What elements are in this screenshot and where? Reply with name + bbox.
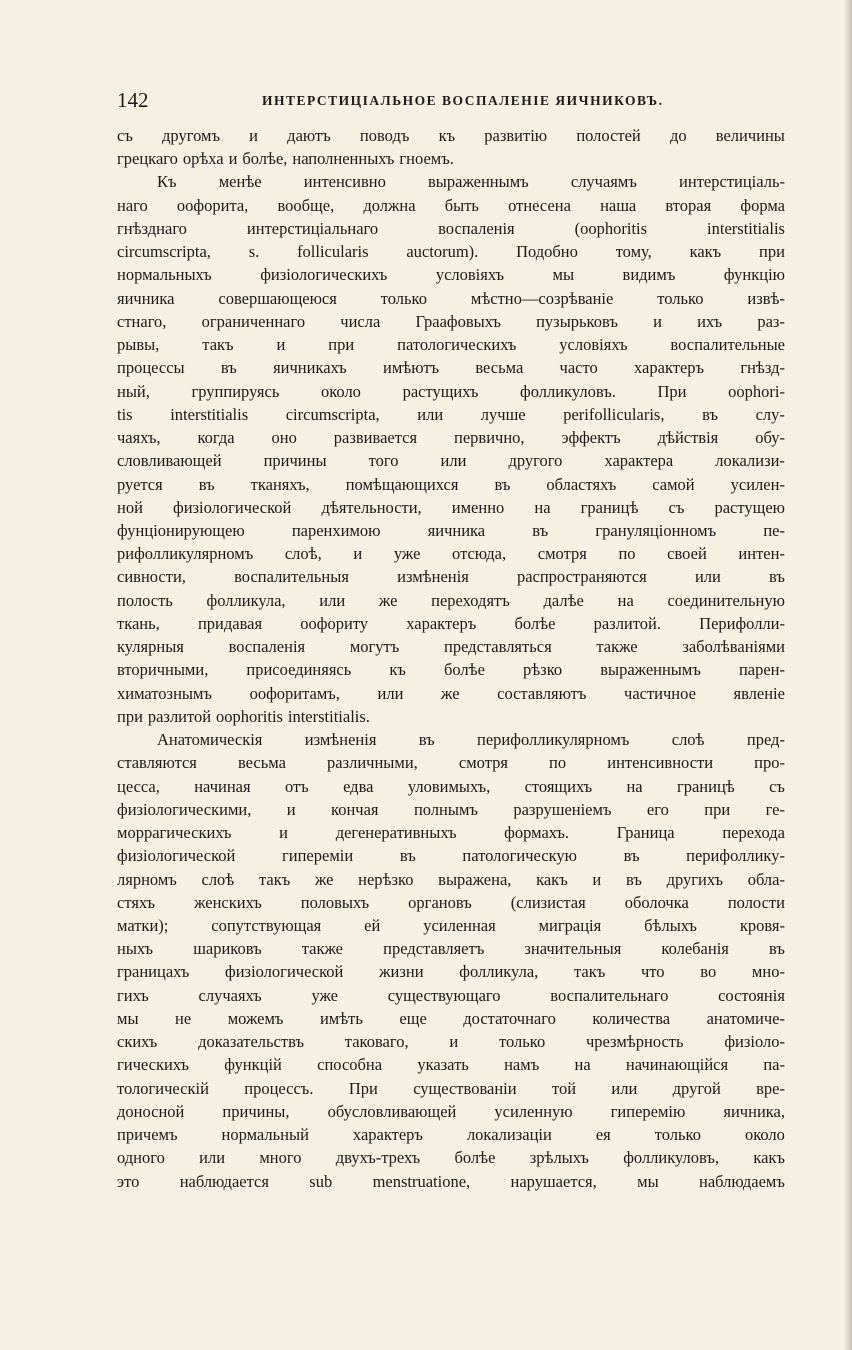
page-header <box>117 88 737 112</box>
body-text <box>117 124 785 1193</box>
text-line: руется въ тканяхъ, помѣщающихся въ областяхъ самой усилен- <box>117 474 785 494</box>
text-line: моррагическихъ и дегенеративныхъ формахъ. Граница перехода <box>117 823 785 843</box>
text-line: чаяхъ, когда оно развивается первично, эффектъ дѣйствія обу- <box>117 428 785 448</box>
text-line: тологическій процессъ. При существованіи той или другой вре- <box>117 1078 785 1098</box>
text-line: фунціонирующею паренхимою яичника въ грануляціонномъ пе- <box>117 520 785 540</box>
text-line: tis interstitialis circumscripta, или лучше perifollicularis, въ слу- <box>117 404 785 424</box>
text-line: вторичными, присоединяясь къ болѣе рѣзко выраженнымъ парен- <box>117 660 785 680</box>
text-line: ныхъ шариковъ также представляетъ значительныя колебанія въ <box>117 939 785 959</box>
text-line: грецкаго орѣха и болѣе, наполненныхъ гноемъ. <box>117 149 454 169</box>
text-line: стяхъ женскихъ половыхъ органовъ (слизистая оболочка полости <box>117 892 785 912</box>
text-line: ный, группируясь около растущихъ фолликуловъ. При oophori- <box>117 381 785 401</box>
text-line: circumscripta, s. follicularis auctorum). Подобно тому, какъ при <box>117 242 785 262</box>
text-line: это наблюдается sub menstruatione, нарушается, мы наблюдаемъ <box>117 1171 785 1191</box>
text-line: ной физіологической дѣятельности, именно на границѣ съ растущею <box>117 497 785 517</box>
text-line: сивности, воспалительныя измѣненія распространяются или въ <box>117 567 785 587</box>
text-line: наго оофорита, вообще, должна быть отнесена наша вторая форма <box>117 195 785 215</box>
text-line: гическихъ функцій способна указать намъ на начинающійся па- <box>117 1055 785 1075</box>
text-line: причемъ нормальный характеръ локализаціи ея только около <box>117 1125 785 1145</box>
text-line: матки); сопутствующая ей усиленная миграція бѣлыхъ кровя- <box>117 915 785 935</box>
text-line: процессы въ яичникахъ имѣютъ весьма часто характеръ гнѣзд- <box>117 358 785 378</box>
text-line: ткань, придавая оофориту характеръ болѣе разлитой. Перифолли- <box>117 613 785 633</box>
text-line: химатознымъ оофоритамъ, или же составляютъ частичное явленіе <box>117 683 785 703</box>
text-line: гихъ случаяхъ уже существующаго воспалительнаго состоянія <box>117 985 785 1005</box>
text-line: яичника совершающеюся только мѣстно—созрѣваніе только извѣ- <box>117 288 785 308</box>
text-line: физіологической гипереміи въ патологическую въ перифоллику- <box>117 846 785 866</box>
text-line: одного или много двухъ-трехъ болѣе зрѣлыхъ фолликуловъ, какъ <box>117 1148 785 1168</box>
text-line: стнаго, ограниченнаго числа Граафовыхъ пузырьковъ и ихъ раз- <box>117 311 785 331</box>
text-line: Къ менѣе интенсивно выраженнымъ случаямъ интерстиціаль- <box>157 172 785 192</box>
running-head: ИНТЕРСТИЦІАЛЬНОЕ ВОСПАЛЕНІЕ ЯИЧНИКОВЪ. <box>262 93 664 108</box>
text-line: мы не можемъ имѣть еще достаточнаго количества анатомиче- <box>117 1008 785 1028</box>
text-line: рывы, такъ и при патологическихъ условіяхъ воспалительные <box>117 335 785 355</box>
text-line: кулярныя воспаленія могутъ представляться также заболѣваніями <box>117 637 785 657</box>
text-line: Анатомическія измѣненія въ перифолликулярномъ слоѣ пред- <box>157 730 785 750</box>
text-line: словливающей причины того или другого характера локализи- <box>117 451 785 471</box>
text-line: ставляются весьма различными, смотря по интенсивности про- <box>117 753 785 773</box>
text-line: лярномъ слоѣ такъ же нерѣзко выражена, какъ и въ другихъ обла- <box>117 869 785 889</box>
text-line: цесса, начиная отъ едва уловимыхъ, стоящихъ на границѣ съ <box>117 776 785 796</box>
text-line: при разлитой oophoritis interstitialis. <box>117 706 370 726</box>
text-line: рифолликулярномъ слоѣ, и уже отсюда, смотря по своей интен- <box>117 544 785 564</box>
text-line: скихъ доказательствъ таковаго, и только чрезмѣрность физіоло- <box>117 1032 785 1052</box>
page-number: 142 <box>117 88 149 112</box>
page-edge-shadow <box>844 0 852 1350</box>
text-line: съ другомъ и даютъ поводъ къ развитію полостей до величины <box>117 126 785 145</box>
text-line: гнѣзднаго интерстиціальнаго воспаленія (oophoritis interstitialis <box>117 218 785 238</box>
text-line: доносной причины, обусловливающей усиленную гиперемію яичника, <box>117 1101 785 1121</box>
text-line: границахъ физіологической жизни фолликула, такъ что во мно- <box>117 962 785 982</box>
text-line: нормальныхъ физіологическихъ условіяхъ мы видимъ функцію <box>117 265 785 285</box>
text-line: полость фолликула, или же переходятъ далѣе на соединительную <box>117 590 785 610</box>
text-line: физіологическими, и кончая полнымъ разрушеніемъ его при ге- <box>117 799 785 819</box>
